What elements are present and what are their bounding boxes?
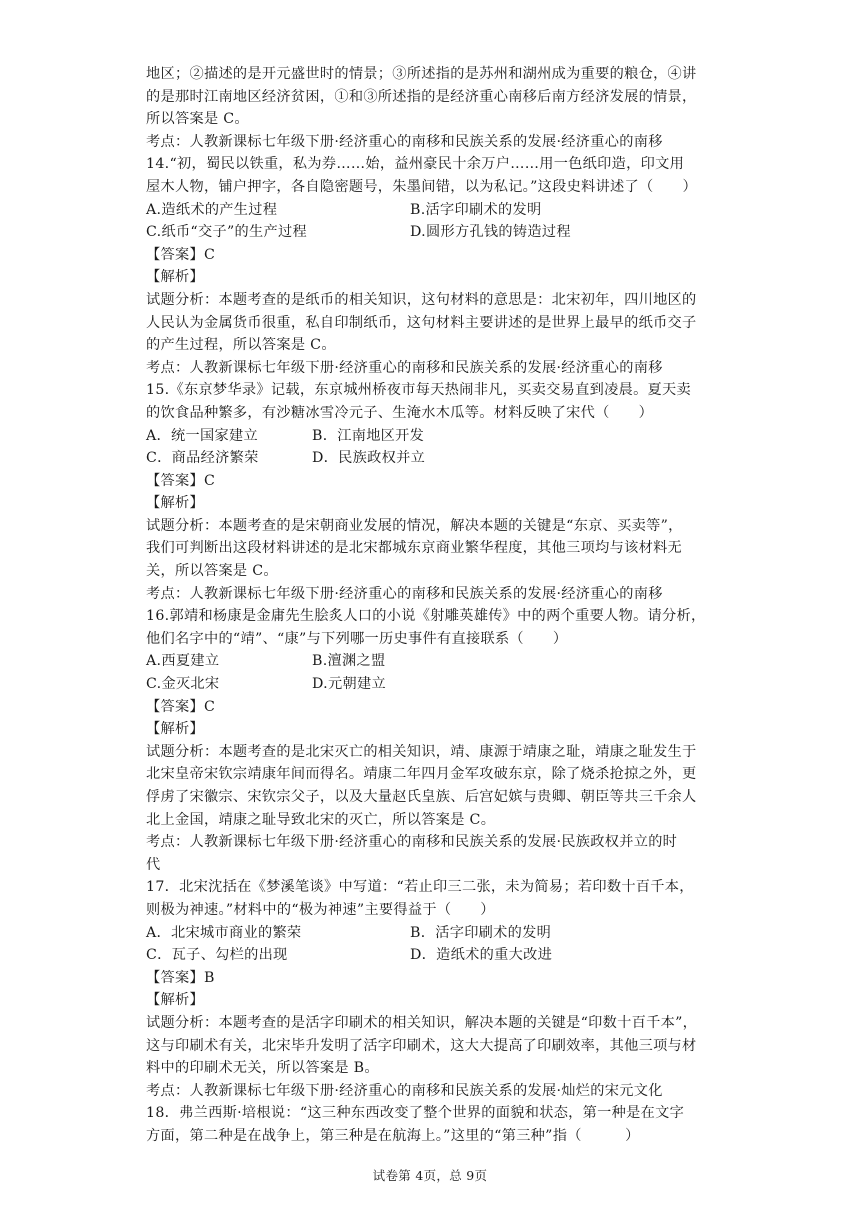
option-a: A.造纸术的产生过程 xyxy=(146,201,278,218)
analysis-text: 试题分析：本题考查的是纸币的相关知识，这句材料的意思是：北宋初年，四川地区的 xyxy=(146,291,697,308)
answer-label: 【答案】B xyxy=(146,969,215,986)
question-16-stem: 他们名字中的“靖”、“康”与下列哪一历史事件有直接联系（ ） xyxy=(146,630,568,647)
question-15-options xyxy=(146,425,726,448)
question-14-options xyxy=(146,221,726,244)
analysis-text: 这与印刷术有关，北宋毕升发明了活字印刷术，这大大提高了印刷效率，其他三项与材 xyxy=(146,1037,697,1054)
question-15-stem: 的饮食品种繁多，有沙糖冰雪冷元子、生淹水木瓜等。材料反映了宋代（ ） xyxy=(146,404,654,421)
text-line: 的是那时江南地区经济贫困，①和③所述指的是经济重心南移后南方经济发展的情景， xyxy=(146,88,697,105)
kaodian-line: 考点：人教新课标七年级下册·经济重心的南移和民族关系的发展·经济重心的南移 xyxy=(146,359,663,376)
analysis-text: 关，所以答案是 C。 xyxy=(146,563,278,580)
analysis-label: 【解析】 xyxy=(146,721,204,738)
option-d: D．民族政权并立 xyxy=(312,450,426,467)
analysis-text: 俘虏了宋徽宗、宋钦宗父子，以及大量赵氏皇族、后宫妃嫔与贵卿、朝臣等共三千余人 xyxy=(146,789,697,805)
option-d: D．造纸术的重大改进 xyxy=(410,947,553,964)
analysis-text: 料中的印刷术无关，所以答案是 B。 xyxy=(146,1060,379,1077)
analysis-text: 试题分析：本题考查的是北宋灭亡的相关知识，靖、康源于靖康之耻，靖康之耻发生于 xyxy=(146,743,697,760)
option-b: B.澶渊之盟 xyxy=(312,653,386,670)
question-16-stem: 16.郭靖和杨康是金庸先生脍炙人口的小说《射雕英雄传》中的两个重要人物。请分析， xyxy=(146,608,706,625)
question-18-stem: 18．弗兰西斯·培根说：“这三种东西改变了整个世界的面貌和状态，第一种是在文字 xyxy=(146,1105,685,1122)
option-b: B．江南地区开发 xyxy=(312,427,425,444)
question-17-options xyxy=(146,922,726,945)
kaodian-line: 代 xyxy=(146,856,161,873)
question-14-stem: 屋木人物，铺户押字，各自隐密题号，朱墨间错，以为私记。”这段史料讲述了（ ） xyxy=(146,178,697,195)
analysis-label: 【解析】 xyxy=(146,992,204,1009)
page-footer: 试卷第 4页，总 9页 xyxy=(372,1168,488,1183)
question-16-options xyxy=(146,650,726,673)
question-17-stem: 17．北宋沈括在《梦溪笔谈》中写道：“若止印三二张，未为简易；若印数十百千本， xyxy=(146,879,694,896)
kaodian-line: 考点：人教新课标七年级下册·经济重心的南移和民族关系的发展·经济重心的南移 xyxy=(146,585,663,602)
question-16-options xyxy=(146,673,726,696)
question-15-options xyxy=(146,447,726,470)
analysis-label: 【解析】 xyxy=(146,495,204,512)
answer-label: 【答案】C xyxy=(146,698,216,715)
question-17-stem: 则极为神速。”材料中的“极为神速”主要得益于（ ） xyxy=(146,901,495,918)
analysis-text: 人民认为金属货币很重，私自印制纸币，这句材料主要讲述的是世界上最早的纸币交子 xyxy=(146,314,697,331)
analysis-text: 北宋皇帝宋钦宗靖康年间而得名。靖康二年四月金军攻破东京，除了烧杀抢掠之外，更 xyxy=(146,766,697,783)
option-a: A．统一国家建立 xyxy=(146,427,258,444)
kaodian-line: 考点：人教新课标七年级下册·经济重心的南移和民族关系的发展·民族政权并立的时 xyxy=(146,834,678,851)
kaodian-line: 考点：人教新课标七年级下册·经济重心的南移和民族关系的发展·灿烂的宋元文化 xyxy=(146,1082,663,1099)
page-content xyxy=(146,63,726,1148)
question-18-stem: 方面，第二种是在战争上，第三种是在航海上。”这里的“第三种”指（ ） xyxy=(146,1127,640,1144)
option-c: C．瓦子、勾栏的出现 xyxy=(146,947,288,964)
question-14-stem: 14.“初，蜀民以铁重，私为券……始，益州豪民十余万户……用一色纸印造，印文用 xyxy=(146,156,685,173)
kaodian-line: 考点：人教新课标七年级下册·经济重心的南移和民族关系的发展·经济重心的南移 xyxy=(146,133,663,150)
answer-label: 【答案】C xyxy=(146,472,216,489)
option-c: C.纸币“交子”的生产过程 xyxy=(146,224,307,241)
analysis-text: 试题分析：本题考查的是宋朝商业发展的情况，解决本题的关键是“东京、买卖等”， xyxy=(146,517,683,534)
option-a: A．北宋城市商业的繁荣 xyxy=(146,924,302,941)
answer-label: 【答案】C xyxy=(146,246,216,263)
analysis-label: 【解析】 xyxy=(146,269,204,286)
option-b: B．活字印刷术的发明 xyxy=(410,924,552,941)
text-line: 地区；②描述的是开元盛世时的情景；③所述指的是苏州和湖州成为重要的粮仓，④讲 xyxy=(146,66,697,82)
option-c: C.金灭北宋 xyxy=(146,676,220,693)
question-14-options xyxy=(146,199,726,222)
question-15-stem: 15.《东京梦华录》记载，东京城州桥夜市每天热闹非凡，买卖交易直到凌晨。夏天卖 xyxy=(146,382,692,399)
option-d: D.圆形方孔钱的铸造过程 xyxy=(410,224,571,241)
analysis-text: 我们可判断出这段材料讲述的是北宋都城东京商业繁华程度，其他三项均与该材料无 xyxy=(146,540,683,557)
analysis-text: 北上金国，靖康之耻导致北宋的灭亡，所以答案是 C。 xyxy=(146,811,496,828)
text-line: 所以答案是 C。 xyxy=(146,111,249,128)
analysis-text: 的产生过程，所以答案是 C。 xyxy=(146,337,336,354)
question-17-options xyxy=(146,944,726,967)
option-b: B.活字印刷术的发明 xyxy=(410,201,542,218)
option-a: A.西夏建立 xyxy=(146,653,220,670)
analysis-text: 试题分析：本题考查的是活字印刷术的相关知识，解决本题的关键是“印数十百千本”， xyxy=(146,1014,698,1031)
option-d: D.元朝建立 xyxy=(312,676,386,693)
option-c: C．商品经济繁荣 xyxy=(146,450,259,467)
